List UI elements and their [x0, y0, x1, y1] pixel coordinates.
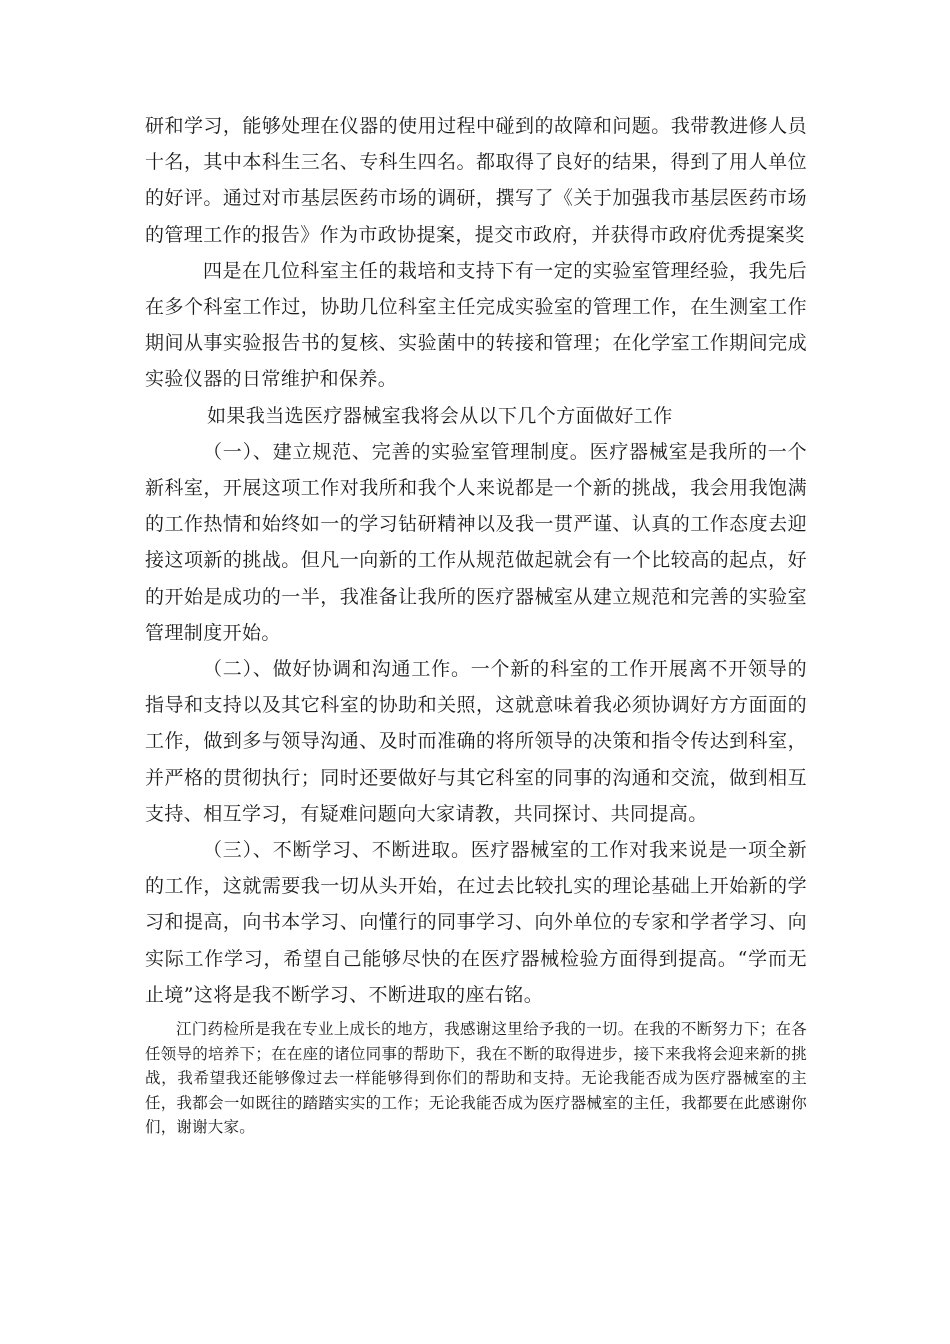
paragraph-plan-intro: 如果我当选医疗器械室我将会从以下几个方面做好工作: [207, 404, 673, 427]
paragraph-plan-two: （二）、做好协调和沟通工作。一个新的科室的工作开展离不开领导的指导和支持以及其它科室的协助和关照，这就意味着我必须协调好方方面面的工作，做到多与领导沟通、及时而准确的将所领导的决策和指令传达到科室，并严格的贯彻执行；同时还要做好与其它科室的同事的沟通和交流，做到相互支持、相互学习，有疑难问题向大家请教，共同探讨、共同提高。: [145, 658, 807, 825]
document-page: [145, 108, 807, 1140]
paragraph-plan-three: （三）、不断学习、不断进取。医疗器械室的工作对我来说是一项全新的工作，这就需要我一切从头开始，在过去比较扎实的理论基础上开始新的学习和提高，向书本学习、向懂行的同事学习、向外单位的专家和学者学习、向实际工作学习，希望自己能够尽快的在医疗器械检验方面得到提高。“学而无止境”这将是我不断学习、不断进取的座右铭。: [145, 839, 807, 1006]
paragraph-plan-one: （一）、建立规范、完善的实验室管理制度。医疗器械室是我所的一个新科室，开展这项工作对我所和我个人来说都是一个新的挑战，我会用我饱满的工作热情和始终如一的学习钻研精神以及我一贯严谨、认真的工作态度去迎接这项新的挑战。但凡一向新的工作从规范做起就会有一个比较高的起点，好的开始是成功的一半，我准备让我所的医疗器械室从建立规范和完善的实验室管理制度开始。: [145, 440, 807, 644]
paragraph-management-experience: 四是在几位科室主任的栽培和支持下有一定的实验室管理经验，我先后在多个科室工作过，协助几位科室主任完成实验室的管理工作，在生测室工作期间从事实验报告书的复核、实验菌中的转接和管理；在化学室工作期间完成实验仪器的日常维护和保养。: [145, 259, 807, 391]
paragraph-closing-thanks: 江门药检所是我在专业上成长的地方，我感谢这里给予我的一切。在我的不断努力下；在各任领导的培养下；在在座的诸位同事的帮助下，我在不断的取得进步，接下来我将会迎来新的挑战，我希望我还能够像过去一样能够得到你们的帮助和支持。无论我能否成为医疗器械室的主任，我都会一如既往的踏踏实实的工作；无论我能否成为医疗器械室的主任，我都要在此感谢你们，谢谢大家。: [145, 1020, 807, 1137]
paragraph-research-summary: 研和学习，能够处理在仪器的使用过程中碰到的故障和问题。我带教进修人员十名，其中本科生三名、专科生四名。都取得了良好的结果，得到了用人单位的好评。通过对市基层医药市场的调研，撰写了《关于加强我市基层医药市场的管理工作的报告》作为市政协提案，提交市政府，并获得市政府优秀提案奖: [145, 115, 807, 246]
